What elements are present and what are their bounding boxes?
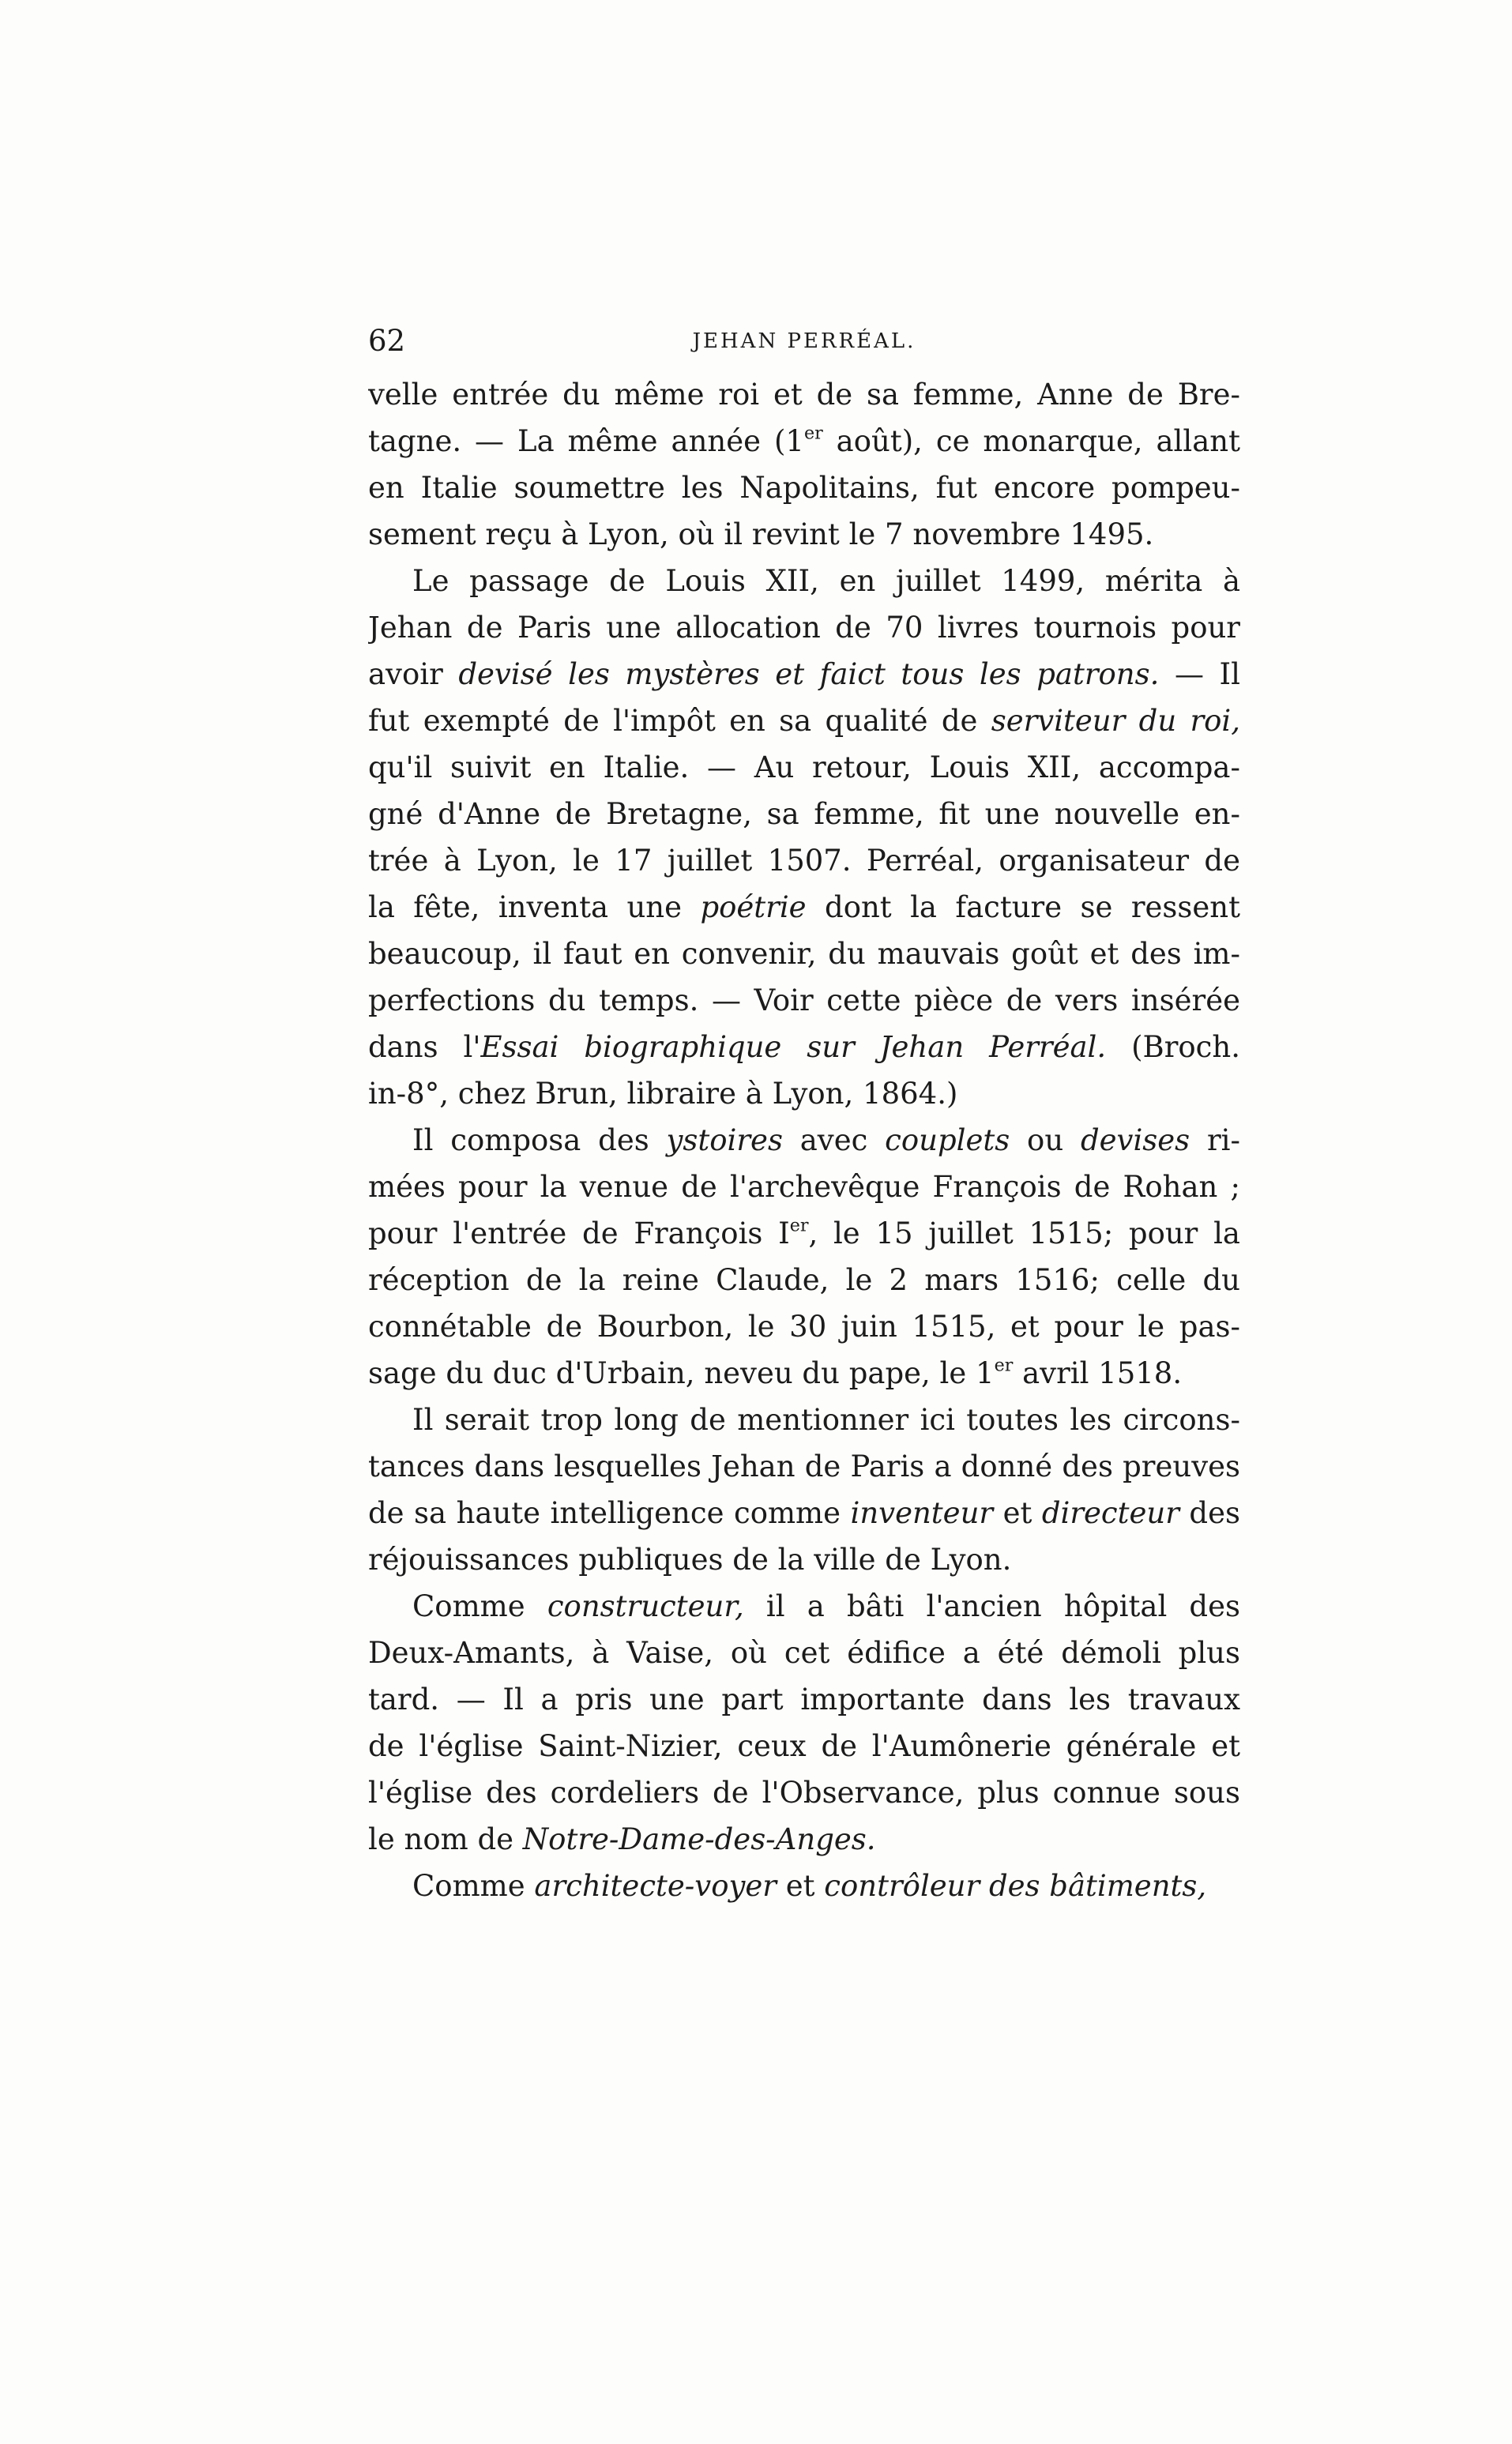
text-line: [368, 697, 1240, 744]
text-run: avec: [782, 1123, 886, 1157]
text-run: en Italie soumettre les Napolitains, fut encore pompeu-: [368, 471, 1240, 505]
text-line: [368, 1164, 1240, 1210]
text-run: Il composa des: [412, 1123, 667, 1157]
text-line: [368, 977, 1240, 1024]
text-run: le nom de: [368, 1822, 523, 1856]
italic-text: serviteur du roi,: [991, 704, 1240, 738]
text-run: la fête, inventa une: [368, 890, 701, 924]
text-run: Comme: [412, 1869, 535, 1903]
superscript-text: er: [789, 1215, 809, 1236]
running-head: [368, 318, 1240, 365]
italic-text: directeur: [1041, 1496, 1179, 1530]
text-line: [368, 1816, 1240, 1863]
text-run: des: [1179, 1496, 1240, 1530]
text-line: [368, 604, 1240, 651]
italic-text: contrôleur des bâtiments,: [824, 1869, 1207, 1903]
running-title: JEHAN PERRÉAL.: [692, 329, 916, 353]
text-line: [368, 1536, 1240, 1583]
text-run: connétable de Bourbon, le 30 juin 1515, et pour le pas-: [368, 1310, 1240, 1344]
text-run: l'église des cordeliers de l'Observance, plus connue sous: [368, 1776, 1240, 1810]
text-line: [368, 418, 1240, 464]
text-line: [368, 1676, 1240, 1723]
text-line: [368, 558, 1240, 604]
text-run: trée à Lyon, le 17 juillet 1507. Perréal, organisateur de: [368, 844, 1240, 878]
text-run: sement reçu à Lyon, où il revint le 7 novembre 1495.: [368, 517, 1154, 551]
text-run: Deux-Amants, à Vaise, où cet édifice a été démoli plus: [368, 1636, 1240, 1670]
text-run: tard. — Il a pris une part importante dans les travaux: [368, 1683, 1240, 1716]
text-line: [368, 884, 1240, 931]
italic-text: Notre-Dame-des-Anges.: [522, 1822, 876, 1856]
text-run: dans l': [368, 1030, 481, 1064]
text-line: [368, 837, 1240, 884]
text-run: in-8°, chez Brun, libraire à Lyon, 1864.): [368, 1077, 958, 1111]
text-run: tagne. — La même année (1: [368, 424, 804, 458]
text-line: [368, 1769, 1240, 1816]
text-run: tances dans lesquelles Jehan de Paris a donné des preuves: [368, 1449, 1240, 1483]
italic-text: poétrie: [700, 890, 807, 924]
text-run: gné d'Anne de Bretagne, sa femme, fit une nouvelle en-: [368, 797, 1240, 831]
text-run: Il serait trop long de mentionner ici toutes les circons-: [412, 1403, 1240, 1437]
text-line: [368, 1723, 1240, 1769]
text-run: Jehan de Paris une allocation de 70 livres tournois pour: [368, 611, 1240, 645]
text-run: velle entrée du même roi et de sa femme, Anne de Bre-: [368, 378, 1240, 412]
text-run: mées pour la venue de l'archevêque François de Rohan ;: [368, 1170, 1240, 1204]
text-line: [368, 1117, 1240, 1164]
text-line: [368, 1303, 1240, 1350]
italic-text: architecte-voyer: [534, 1869, 777, 1903]
text-run: perfections du temps. — Voir cette pièce de vers insérée: [368, 983, 1240, 1017]
superscript-text: er: [994, 1355, 1014, 1376]
italic-text: Essai biographique sur Jehan Perréal.: [480, 1030, 1107, 1064]
text-run: réjouissances publiques de la ville de Lyon.: [368, 1543, 1012, 1577]
text-run: réception de la reine Claude, le 2 mars 1516; celle du: [368, 1263, 1240, 1297]
text-run: ri-: [1190, 1123, 1240, 1157]
italic-text: devises: [1080, 1123, 1190, 1157]
text-run: et: [993, 1496, 1042, 1530]
text-line: [368, 1490, 1240, 1536]
italic-text: constructeur,: [547, 1589, 744, 1623]
text-line: [368, 1210, 1240, 1257]
text-line: [368, 464, 1240, 511]
text-run: pour l'entrée de François I: [368, 1216, 790, 1250]
text-run: , le 15 juillet 1515; pour la: [808, 1216, 1240, 1250]
text-run: ou: [1010, 1123, 1081, 1157]
text-run: de l'église Saint-Nizier, ceux de l'Aumônerie générale et: [368, 1729, 1240, 1763]
text-line: [368, 1257, 1240, 1303]
body-text: [368, 371, 1240, 1909]
italic-text: couplets: [885, 1123, 1010, 1157]
superscript-text: er: [803, 423, 823, 444]
text-run: Le passage de Louis XII, en juillet 1499, mérita à: [412, 564, 1240, 598]
text-line: [368, 1583, 1240, 1630]
text-run: avril 1518.: [1013, 1356, 1183, 1390]
text-run: avoir: [368, 657, 459, 691]
text-run: (Broch.: [1106, 1030, 1240, 1064]
italic-text: inventeur: [850, 1496, 994, 1530]
italic-text: ystoires: [666, 1123, 783, 1157]
text-run: beaucoup, il faut en convenir, du mauvais goût et des im-: [368, 937, 1240, 971]
text-line: [368, 1630, 1240, 1676]
text-line: [368, 1024, 1240, 1070]
text-line: [368, 1350, 1240, 1397]
text-line: [368, 1443, 1240, 1490]
text-line: [368, 511, 1240, 558]
text-run: fut exempté de l'impôt en sa qualité de: [368, 704, 991, 738]
text-run: et: [776, 1869, 825, 1903]
text-run: il a bâti l'ancien hôpital des: [743, 1589, 1240, 1623]
text-line: [368, 651, 1240, 697]
text-line: [368, 744, 1240, 791]
text-run: de sa haute intelligence comme: [368, 1496, 851, 1530]
text-run: dont la facture se ressent: [806, 890, 1240, 924]
text-line: [368, 1070, 1240, 1117]
text-line: [368, 791, 1240, 837]
italic-text: devisé les mystères et faict tous les patrons.: [458, 657, 1160, 691]
text-run: sage du duc d'Urbain, neveu du pape, le 1: [368, 1356, 995, 1390]
text-line: [368, 371, 1240, 418]
text-run: Comme: [412, 1589, 547, 1623]
text-line: [368, 1863, 1240, 1909]
text-line: [368, 1397, 1240, 1443]
text-run: — Il: [1159, 657, 1240, 691]
text-line: [368, 931, 1240, 977]
text-run: août), ce monarque, allant: [822, 424, 1240, 458]
text-run: qu'il suivit en Italie. — Au retour, Louis XII, accompa-: [368, 750, 1240, 784]
page-number: 62: [368, 324, 406, 358]
